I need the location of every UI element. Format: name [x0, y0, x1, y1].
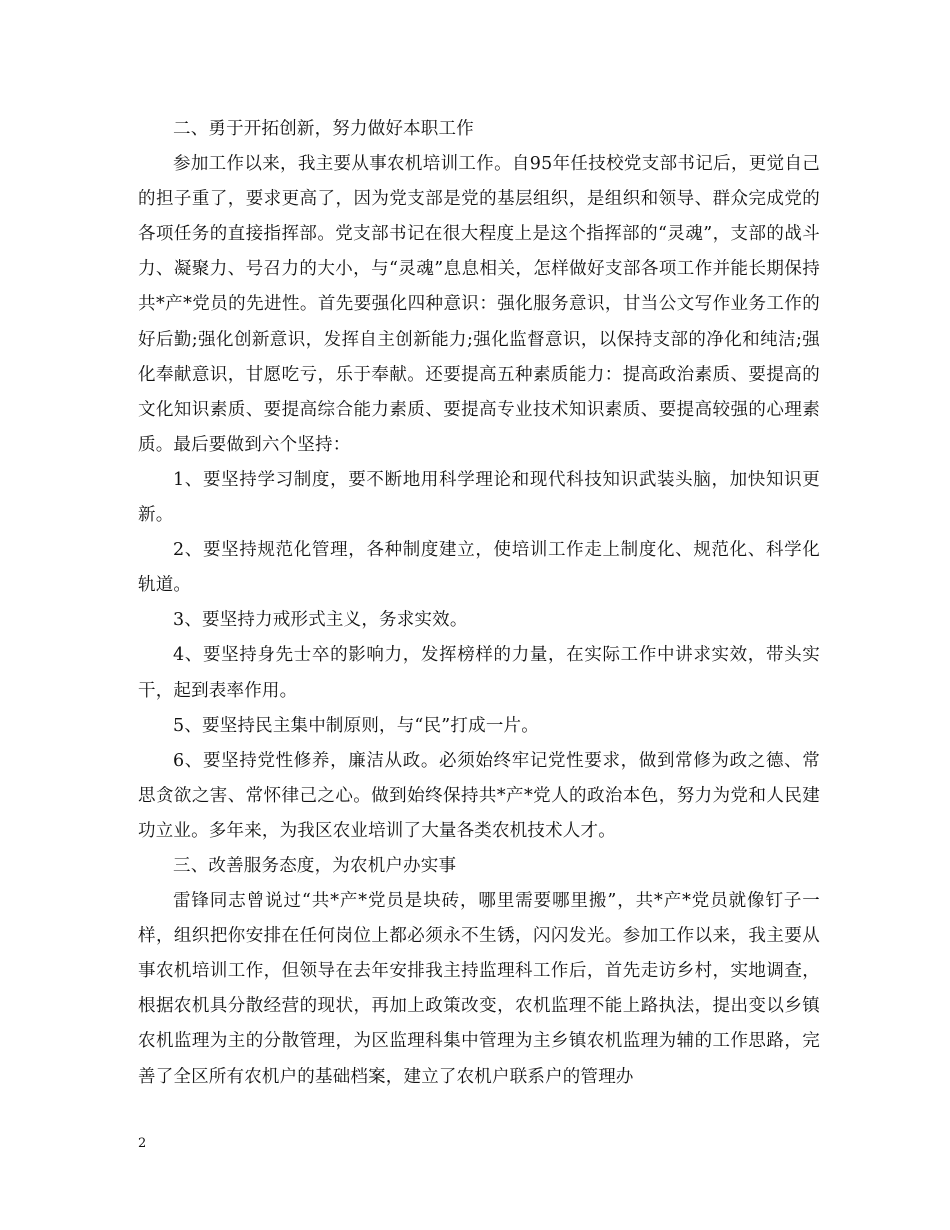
- body-paragraph: 参加工作以来，我主要从事农机培训工作。自95年任技校党支部书记后，更觉自己的担子重了，要求更高了，因为党支部是党的基层组织，是组织和领导、群众完成党的各项任务的直接指挥部。党支部书记在很大程度上是这个指挥部的“灵魂”，支部的战斗力、凝聚力、号召力的大小，与“灵魂”息息相关，怎样做好支部各项工作并能长期保持共*产*党员的先进性。首先要强化四种意识：强化服务意识，甘当公文写作业务工作的好后勤;强化创新意识，发挥自主创新能力;强化监督意识，以保持支部的净化和纯洁;强化奉献意识，甘愿吃亏，乐于奉献。还要提高五种素质能力：提高政治素质、要提高的文化知识素质、要提高综合能力素质、要提高专业技术知识素质、要提高较强的心理素质。最后要做到六个坚持：: [138, 154, 820, 455]
- section-heading-3: 三、改善服务态度，为农机户办实事: [173, 855, 457, 876]
- list-item-2: 2、要坚持规范化管理，各种制度建立，使培训工作走上制度化、规范化、科学化轨道。: [138, 540, 820, 596]
- body-paragraph: 雷锋同志曾说过“共*产*党员是块砖，哪里需要哪里搬”，共*产*党员就像钉子一样，组织把你安排在任何岗位上都必须永不生锈，闪闪发光。参加工作以来，我主要从事农机培训工作，但领导在去年安排我主持监理科工作后，首先走访乡村，实地调查，根据农机具分散经营的现状，再加上政策改变，农机监理不能上路执法，提出变以乡镇农机监理为主的分散管理，为区监理科集中管理为主乡镇农机监理为辅的工作思路，完善了全区所有农机户的基础档案，建立了农机户联系户的管理办: [138, 891, 820, 1087]
- list-item-1: 1、要坚持学习制度，要不断地用科学理论和现代科技知识武装头脑，加快知识更新。: [138, 469, 820, 526]
- page-number: 2: [138, 1136, 147, 1151]
- document-body: [138, 112, 820, 1095]
- list-item-3: 3、要坚持力戒形式主义，务求实效。: [173, 610, 468, 631]
- list-item-4: 4、要坚持身先士卒的影响力，发挥榜样的力量，在实际工作中讲求实效，带头实干，起到表率作用。: [138, 645, 820, 701]
- section-heading-2: 二、勇于开拓创新，努力做好本职工作: [173, 119, 474, 139]
- list-item-5: 5、要坚持民主集中制原则，与“民”打成一片。: [173, 715, 539, 736]
- list-item-6: 6、要坚持党性修养，廉洁从政。必须始终牢记党性要求，做到常修为政之德、常思贪欲之害、常怀律己之心。做到始终保持共*产*党人的政治本色，努力为党和人民建功立业。多年来，为我区农业培训了大量各类农机技术人才。: [138, 750, 820, 841]
